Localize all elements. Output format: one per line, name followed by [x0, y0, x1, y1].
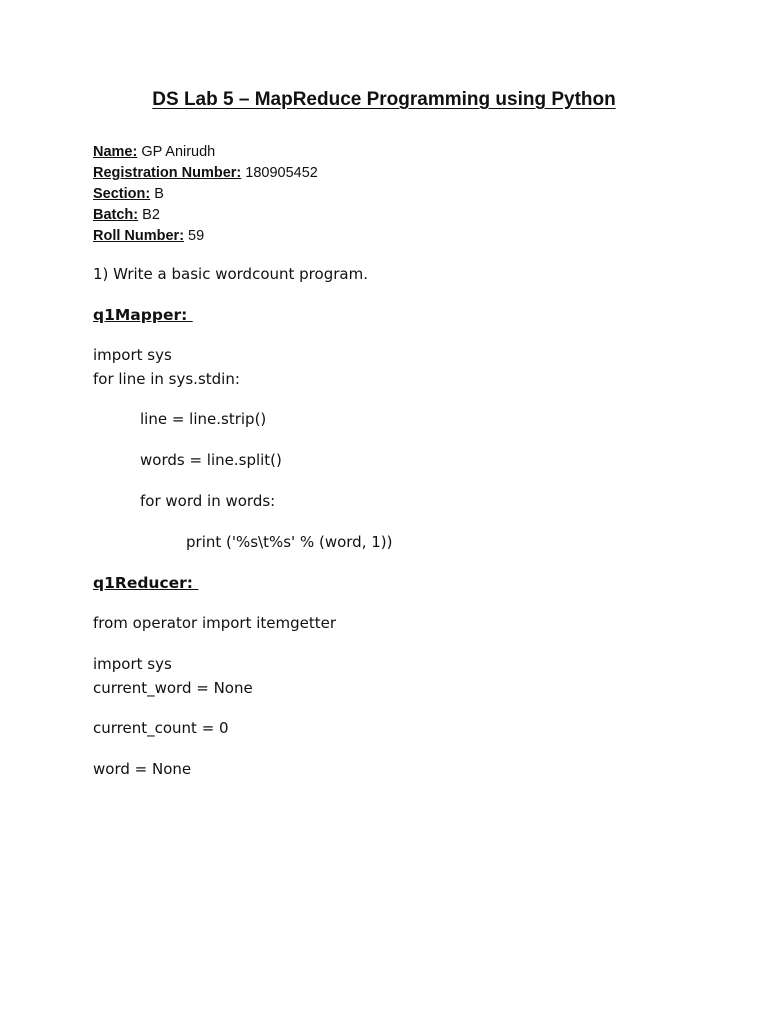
student-info	[93, 142, 318, 247]
document-title: DS Lab 5 – MapReduce Programming using Python	[152, 89, 616, 110]
reducer-heading: q1Reducer:	[93, 574, 199, 592]
code-line: words = line.split()	[140, 451, 282, 469]
info-registration	[93, 163, 318, 184]
code-line: current_word = None	[93, 679, 253, 697]
question-text: 1) Write a basic wordcount program.	[93, 265, 368, 283]
code-line: import sys	[93, 655, 172, 673]
code-line: for line in sys.stdin:	[93, 370, 240, 388]
info-label: Batch:	[93, 207, 139, 223]
info-value: B	[150, 186, 164, 202]
info-label: Registration Number:	[93, 165, 242, 181]
info-value: 180905452	[241, 165, 318, 181]
info-value: B2	[138, 207, 160, 223]
info-section	[93, 184, 318, 205]
info-roll-number	[93, 226, 318, 247]
mapper-heading: q1Mapper:	[93, 306, 193, 324]
info-value: GP Anirudh	[137, 144, 216, 160]
info-batch	[93, 205, 318, 226]
code-line: for word in words:	[140, 492, 276, 510]
code-line: print ('%s\t%s' % (word, 1))	[186, 533, 393, 551]
info-name	[93, 142, 318, 163]
info-label: Roll Number:	[93, 228, 185, 244]
code-line: line = line.strip()	[140, 410, 267, 428]
code-line: from operator import itemgetter	[93, 614, 337, 632]
info-label: Name:	[93, 144, 138, 160]
code-line: word = None	[93, 760, 192, 778]
code-line: current_count = 0	[93, 719, 229, 737]
info-value: 59	[184, 228, 205, 244]
code-line: import sys	[93, 346, 172, 364]
info-label: Section:	[93, 186, 151, 202]
